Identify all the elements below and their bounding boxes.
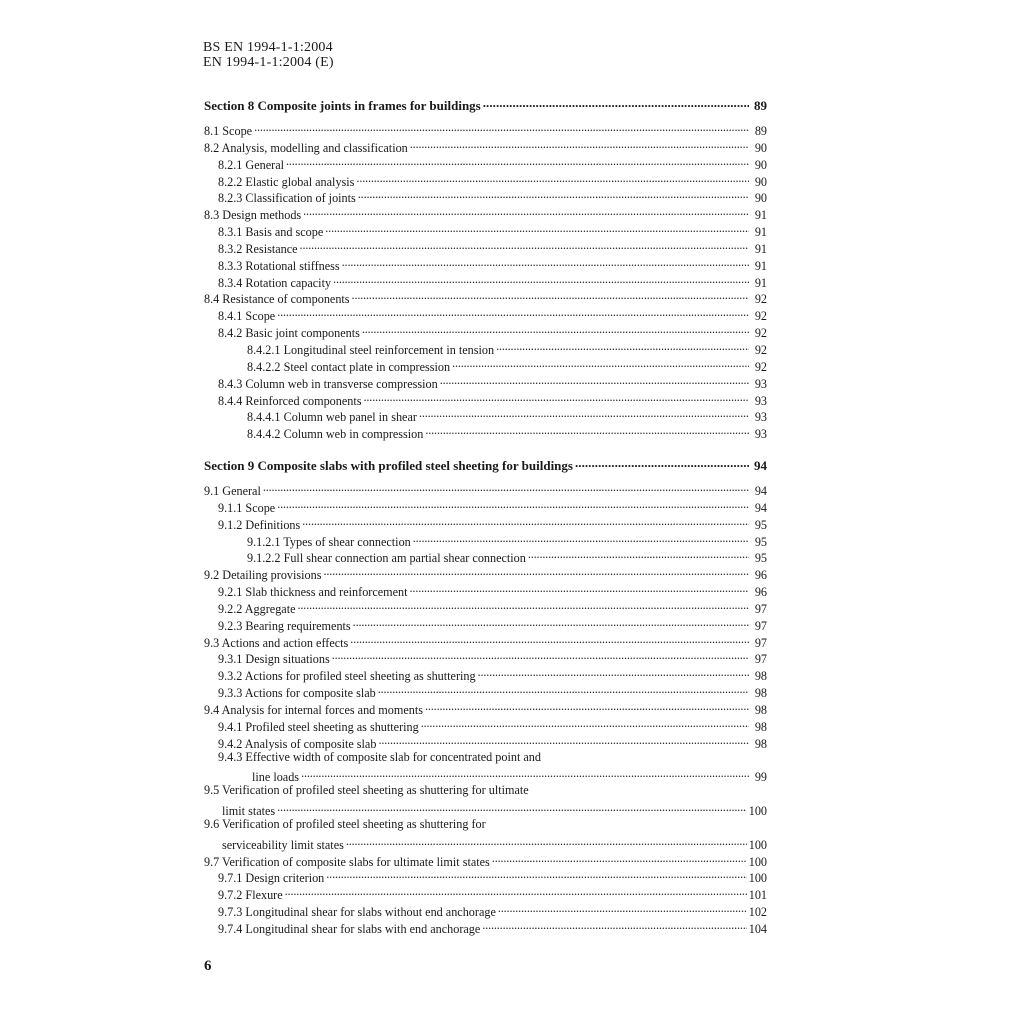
toc-entry[interactable] — [204, 321, 767, 341]
toc-entry[interactable] — [204, 900, 767, 920]
toc-entry-page: 99 — [754, 770, 767, 785]
toc-entry-page: 98 — [754, 669, 767, 684]
leader-dots — [263, 479, 749, 495]
toc-entry-title: 8.1 Scope — [204, 124, 253, 138]
toc-entry[interactable] — [204, 883, 767, 903]
leader-dots — [410, 136, 749, 152]
toc-entry-page: 91 — [754, 241, 767, 256]
leader-dots — [353, 614, 749, 630]
leader-dots — [362, 321, 749, 337]
toc-entry-page: 91 — [754, 225, 767, 240]
leader-dots — [496, 338, 749, 354]
toc-entry-title: 9.5 Verification of profiled steel sheeting as shuttering for ultimate — [204, 783, 529, 798]
leader-dots — [342, 254, 749, 270]
leader-dots — [528, 546, 749, 562]
toc-entry-title: 9.7.4 Longitudinal shear for slabs with end anchorage — [218, 921, 481, 936]
toc-entry[interactable] — [204, 765, 767, 785]
toc-entry-page: 94 — [754, 500, 767, 515]
toc-entry-page: 92 — [754, 359, 767, 374]
leader-dots — [378, 681, 749, 697]
leader-dots — [277, 799, 747, 815]
toc-entry-page: 97 — [754, 601, 767, 616]
toc-entry-page: 96 — [754, 568, 767, 583]
section-page: 94 — [754, 458, 767, 473]
section-9-entries — [204, 479, 767, 934]
section-page: 89 — [754, 98, 767, 113]
toc-entry-title: 9.6 Verification of profiled steel sheeting as shuttering for — [204, 816, 486, 831]
toc-entry-title: 9.3.2 Actions for profiled steel sheeting as shuttering — [218, 669, 476, 684]
leader-dots — [300, 237, 749, 253]
leader-dots — [301, 765, 749, 781]
toc-entry-title: 8.2.1 General — [218, 157, 284, 172]
leader-dots — [302, 513, 749, 529]
toc-entry-title: 9.3 Actions and action effects — [204, 635, 349, 650]
leader-dots — [350, 631, 749, 647]
toc-entry[interactable] — [204, 799, 767, 819]
toc-entry-title: 9.2.2 Aggregate — [218, 601, 296, 616]
leader-dots — [346, 833, 747, 849]
leader-dots — [440, 372, 749, 388]
toc-entry-title: 9.1.1 Scope — [218, 500, 276, 515]
leader-dots — [378, 732, 749, 748]
section-9-title-row[interactable] — [204, 454, 767, 472]
toc-entry-title: 9.2.1 Slab thickness and reinforcement — [218, 585, 408, 600]
toc-entry[interactable] — [204, 153, 767, 170]
leader-dots — [285, 883, 747, 899]
toc-entry-page: 95 — [754, 517, 767, 532]
toc-entry-title: 8.4.2.1 Longitudinal steel reinforcement in tension — [247, 342, 495, 357]
toc-entry-title: 9.7.2 Flexure — [218, 888, 283, 903]
toc-entry-page: 100 — [748, 871, 767, 886]
toc-entry-page: 100 — [748, 804, 767, 819]
toc-entry-page: 98 — [754, 702, 767, 717]
leader-dots — [356, 170, 749, 186]
standard-code-bs: BS EN 1994-1-1:2004 — [203, 40, 333, 55]
toc-entry-title: 9.2 Detailing provisions — [204, 568, 322, 583]
toc-entry-title: 8.3 Design methods — [204, 208, 302, 223]
leader-dots — [498, 900, 747, 916]
leader-dots — [452, 355, 749, 371]
leader-dots — [254, 119, 749, 135]
toc-entry[interactable] — [204, 479, 767, 496]
leader-dots — [277, 496, 749, 512]
toc-entry-title: 8.2 Analysis, modelling and classification — [204, 140, 408, 155]
toc-entry-title: 9.4.1 Profiled steel sheeting as shuttering — [218, 719, 419, 734]
leader-dots — [277, 304, 749, 320]
toc-entry[interactable] — [204, 749, 767, 766]
toc-entry-page: 90 — [754, 174, 767, 189]
toc-entry-title: serviceability limit states — [222, 837, 344, 852]
toc-entry-page: 98 — [754, 719, 767, 734]
toc-entry-page: 90 — [754, 191, 767, 206]
toc-entry-title: 8.3.4 Rotation capacity — [218, 275, 332, 290]
toc-entry-title: 9.1.2 Definitions — [218, 517, 301, 532]
leader-dots — [364, 389, 749, 405]
toc-entry-page: 94 — [754, 484, 767, 498]
toc-entry-title: 9.3.1 Design situations — [218, 652, 330, 667]
toc-entry-title: 8.4.1 Scope — [218, 309, 276, 324]
leader-dots — [492, 850, 747, 866]
leader-dots — [410, 580, 749, 596]
toc-entry-page: 92 — [754, 292, 767, 307]
toc-entry-title: 9.4.2 Analysis of composite slab — [218, 736, 377, 751]
toc-entry[interactable] — [204, 170, 767, 187]
toc-entry-page: 97 — [754, 635, 767, 650]
toc-entry-page: 95 — [754, 534, 767, 549]
toc-entry-title: 8.3.3 Rotational stiffness — [218, 258, 340, 273]
leader-dots — [575, 454, 749, 470]
toc-entry-page: 93 — [754, 427, 767, 442]
toc-entry-title: 8.4.2 Basic joint components — [218, 326, 360, 341]
toc-entry-page: 97 — [754, 618, 767, 633]
toc-entry-title: 8.4.2.2 Steel contact plate in compression — [247, 359, 451, 374]
toc-entry[interactable] — [204, 304, 767, 324]
toc-entry-title: 9.4.3 Effective width of composite slab for concentrated point and — [218, 749, 541, 764]
leader-dots — [352, 287, 749, 303]
toc-entry-title: 8.3.2 Resistance — [218, 241, 298, 256]
toc-entry[interactable] — [204, 833, 767, 850]
toc-entry-page: 93 — [754, 393, 767, 408]
leader-dots — [413, 530, 749, 546]
section-8-title-row[interactable] — [204, 94, 767, 112]
leader-dots — [483, 94, 749, 110]
toc-entry-title: 9.2.3 Bearing requirements — [218, 618, 351, 633]
toc-entry-page: 91 — [754, 275, 767, 290]
toc-entry-page: 98 — [754, 736, 767, 751]
leader-dots — [421, 715, 749, 731]
toc-section-8 — [204, 94, 767, 442]
toc-entry-title: 8.3.1 Basis and scope — [218, 225, 324, 240]
toc-entry-page: 92 — [754, 309, 767, 324]
toc-entry-title: 8.2.3 Classification of joints — [218, 191, 356, 206]
toc-entry-title: 9.4 Analysis for internal forces and moments — [204, 702, 423, 717]
toc-entry[interactable] — [204, 119, 767, 136]
section-title: Section 8 Composite joints in frames for buildings — [204, 98, 481, 113]
page-number: 6 — [204, 958, 212, 974]
leader-dots — [286, 153, 749, 169]
toc-entry-title: 8.4.3 Column web in transverse compression — [218, 376, 438, 391]
leader-dots — [323, 563, 749, 579]
toc-entry-page: 93 — [754, 410, 767, 425]
toc-entry-page: 93 — [754, 376, 767, 391]
document-header — [203, 40, 334, 70]
section-8-entries — [204, 119, 767, 442]
toc-entry-title: 8.4.4.1 Column web panel in shear — [247, 410, 417, 425]
leader-dots — [303, 203, 749, 219]
leader-dots — [482, 917, 746, 933]
toc-entry-page: 101 — [748, 888, 767, 903]
toc-entry-title: 9.1.2.1 Types of shear connection — [247, 534, 411, 549]
toc-entry-page: 98 — [754, 686, 767, 701]
toc-entry-page: 102 — [748, 905, 767, 920]
toc-entry-page: 92 — [754, 326, 767, 341]
toc-entry-page: 91 — [754, 258, 767, 273]
toc-entry[interactable] — [204, 782, 767, 799]
toc-entry[interactable] — [204, 136, 767, 153]
toc-entry-title: 8.2.2 Elastic global analysis — [218, 174, 355, 189]
leader-dots — [478, 664, 749, 680]
leader-dots — [425, 698, 749, 714]
toc-entry-title: line loads — [252, 770, 300, 785]
toc-entry-page: 95 — [754, 551, 767, 566]
toc-entry-page: 91 — [754, 208, 767, 223]
toc-section-9 — [204, 454, 767, 934]
toc-entry-title: 8.4.4 Reinforced components — [218, 393, 362, 408]
toc-entry-title: 9.3.3 Actions for composite slab — [218, 686, 376, 701]
leader-dots — [358, 186, 749, 202]
leader-dots — [325, 220, 749, 236]
toc-entry-title: 9.1.2.2 Full shear connection am partial shear connection — [247, 551, 526, 566]
toc-entry-page: 100 — [748, 837, 767, 852]
leader-dots — [332, 647, 749, 663]
toc-entry-page: 89 — [754, 124, 767, 138]
toc-entry[interactable] — [204, 816, 767, 833]
toc-entry-title: limit states — [222, 804, 276, 819]
toc-entry-page: 92 — [754, 342, 767, 357]
toc-entry-page: 90 — [754, 140, 767, 155]
toc-entry[interactable] — [204, 496, 767, 513]
toc-entry-title: 8.4.4.2 Column web in compression — [247, 427, 424, 442]
leader-dots — [419, 405, 749, 421]
toc-entry-page: 97 — [754, 652, 767, 667]
toc-entry-title: 9.7.1 Design criterion — [218, 871, 325, 886]
toc-entry-title: 9.1 General — [204, 484, 261, 498]
toc-entry-page: 96 — [754, 585, 767, 600]
toc-entry-title: 9.7.3 Longitudinal shear for slabs without end anchorage — [218, 905, 496, 920]
toc-entry-title: 8.4 Resistance of components — [204, 292, 350, 307]
leader-dots — [333, 271, 749, 287]
toc-entry[interactable] — [204, 513, 767, 530]
toc-entry-page: 104 — [748, 921, 767, 936]
leader-dots — [326, 866, 746, 882]
toc-entry-page: 90 — [754, 157, 767, 172]
toc-entry-title: 9.7 Verification of composite slabs for ultimate limit states — [204, 854, 490, 869]
leader-dots — [425, 422, 749, 438]
section-title: Section 9 Composite slabs with profiled steel sheeting for buildings — [204, 458, 573, 473]
leader-dots — [298, 597, 749, 613]
toc-entry-page: 100 — [748, 854, 767, 869]
standard-code-en: EN 1994-1-1:2004 (E) — [203, 55, 334, 70]
